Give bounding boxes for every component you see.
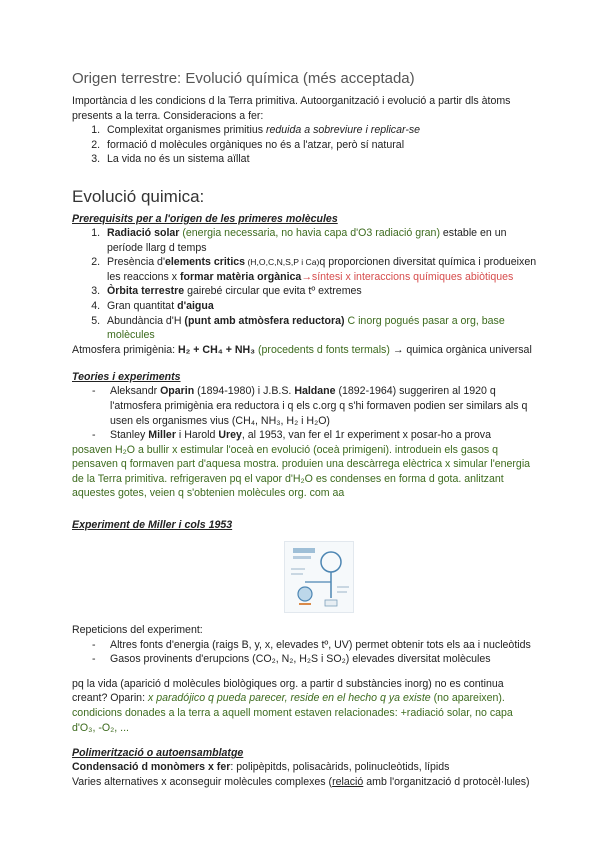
experiment-heading: Experiment de Miller i cols 1953 — [72, 519, 233, 532]
repetitions-label: Repeticions del experiment: — [72, 624, 203, 637]
primitive-atmosphere-line: Atmosfera primigènia: H₂ + CH₄ + NH₃ (procedents d fonts termals) → quimica orgànica universal — [72, 343, 532, 356]
theory-item-oparin: - Aleksandr Oparin (1894-1980) i J.B.S. Haldane (1892-1964) suggeriren al 1920 q l'atmosfera primigènia era reductora i q els c.org q s'hi formaven podien ser similars als q usen els organismes vius (CH₄, NH₃, H₂ i H₂O) — [92, 384, 540, 428]
question-line-3: condicions donades a la terra a aquell moment estaven relacionades: +radiació solar, no capa — [72, 707, 513, 720]
intro-line-1: Importància d les condicions d la Terra primitiva. Autoorganització i evolució a partir dls àtoms — [72, 95, 511, 107]
consideration-item: 2. formació d molècules orgàniques no és a l'atzar, però sí natural — [103, 138, 540, 153]
prereq-item-solar: 1. Radiació solar (energia necessaria, no havia capa d'O3 radiació gran) estable en un període llarg d temps — [103, 226, 540, 255]
theories-list — [72, 384, 540, 442]
polymerization-heading: Polimerització o autoensamblatge — [72, 747, 244, 760]
consideration-item: 3. La vida no és un sistema aïllat — [103, 152, 540, 167]
question-line-4: d'O₃, -O₂, ... — [72, 721, 129, 734]
miller-explanation-line: pensaven q formaven part d'aquesa mostra. produien una descàrrega elèctrica x simular l'energia — [72, 458, 531, 471]
considerations-list — [72, 123, 540, 167]
prerequisites-list — [72, 226, 540, 343]
miller-explanation-line: de la Terra primitiva. refrigeraven pq el vapor d'H₂O es condenses en forma d gota. anlitzant — [72, 472, 504, 485]
intro-line-2: presents a la terra. Consideracions a fer: — [72, 109, 264, 122]
prereq-item-water: 4. Gran quantitat d'aigua — [103, 299, 540, 314]
theories-heading: Teories i experiments — [72, 371, 181, 384]
miller-experiment-diagram-image — [284, 541, 354, 613]
repetitions-list — [72, 638, 540, 667]
miller-explanation-line: posaven H₂O a bullir x estimular l'oceà en evolució (oceà primigeni). introduein els gasos q — [72, 443, 498, 456]
alternatives-line: Varies alternatives x aconseguir molècules complexes (relació amb l'organització d protocèl·lules) — [72, 775, 530, 788]
prerequisites-heading: Prerequisits per a l'origen de les primeres molècules — [72, 212, 338, 225]
prereq-item-orbit: 3. Òrbita terrestre gairebé circular que evita tº extremes — [103, 284, 540, 299]
condensation-line: Condensació d monòmers x fer: polipèpitds, polisacàrids, polinucleòtids, lípids — [72, 761, 450, 774]
miller-explanation-line: aquestes gotes, veien q s'obtenien molècules org. com aa — [72, 487, 345, 500]
apparatus-illustration — [285, 542, 353, 612]
prereq-item-elements: 2. Presència d'elements critics (H,O,C,N,S,P i Ca)q proporcionen diversitat química i produeixen les reaccions x formar matèria orgànica→síntesi x interaccions químiques abiòtiques — [103, 255, 540, 284]
theory-item-miller: - Stanley Miller i Harold Urey, al 1953, van fer el 1r experiment x posar-ho a prova — [92, 428, 540, 443]
repetition-item: - Altres fonts d'energia (raigs B, y, x, elevades tº, UV) permet obtenir tots els aa i nucleòtids — [92, 638, 540, 653]
consideration-item: 1. Complexitat organismes primitius reduida a sobreviure i replicar-se — [103, 123, 540, 138]
section-title-origin: Origen terrestre: Evolució química (més acceptada) — [72, 70, 415, 87]
prereq-item-hydrogen: 5. Abundància d'H (punt amb atmòsfera reductora) C inorg pogués pasar a org, base molècules — [103, 314, 540, 343]
question-line-2: creant? Oparin: x paradójico q pueda parecer, reside en el hecho q ya existe (no apareixen). — [72, 692, 505, 705]
repetition-item: - Gasos provinents d'erupcions (CO₂, N₂, H₂S i SO₂) elevades diversitat molècules — [92, 652, 540, 667]
question-line-1: pq la vida (aparició d molècules biològiques org. a partir d substàncies inorg) no es continua — [72, 677, 504, 690]
section-title-chemical-evolution: Evolució quimica: — [72, 186, 205, 206]
